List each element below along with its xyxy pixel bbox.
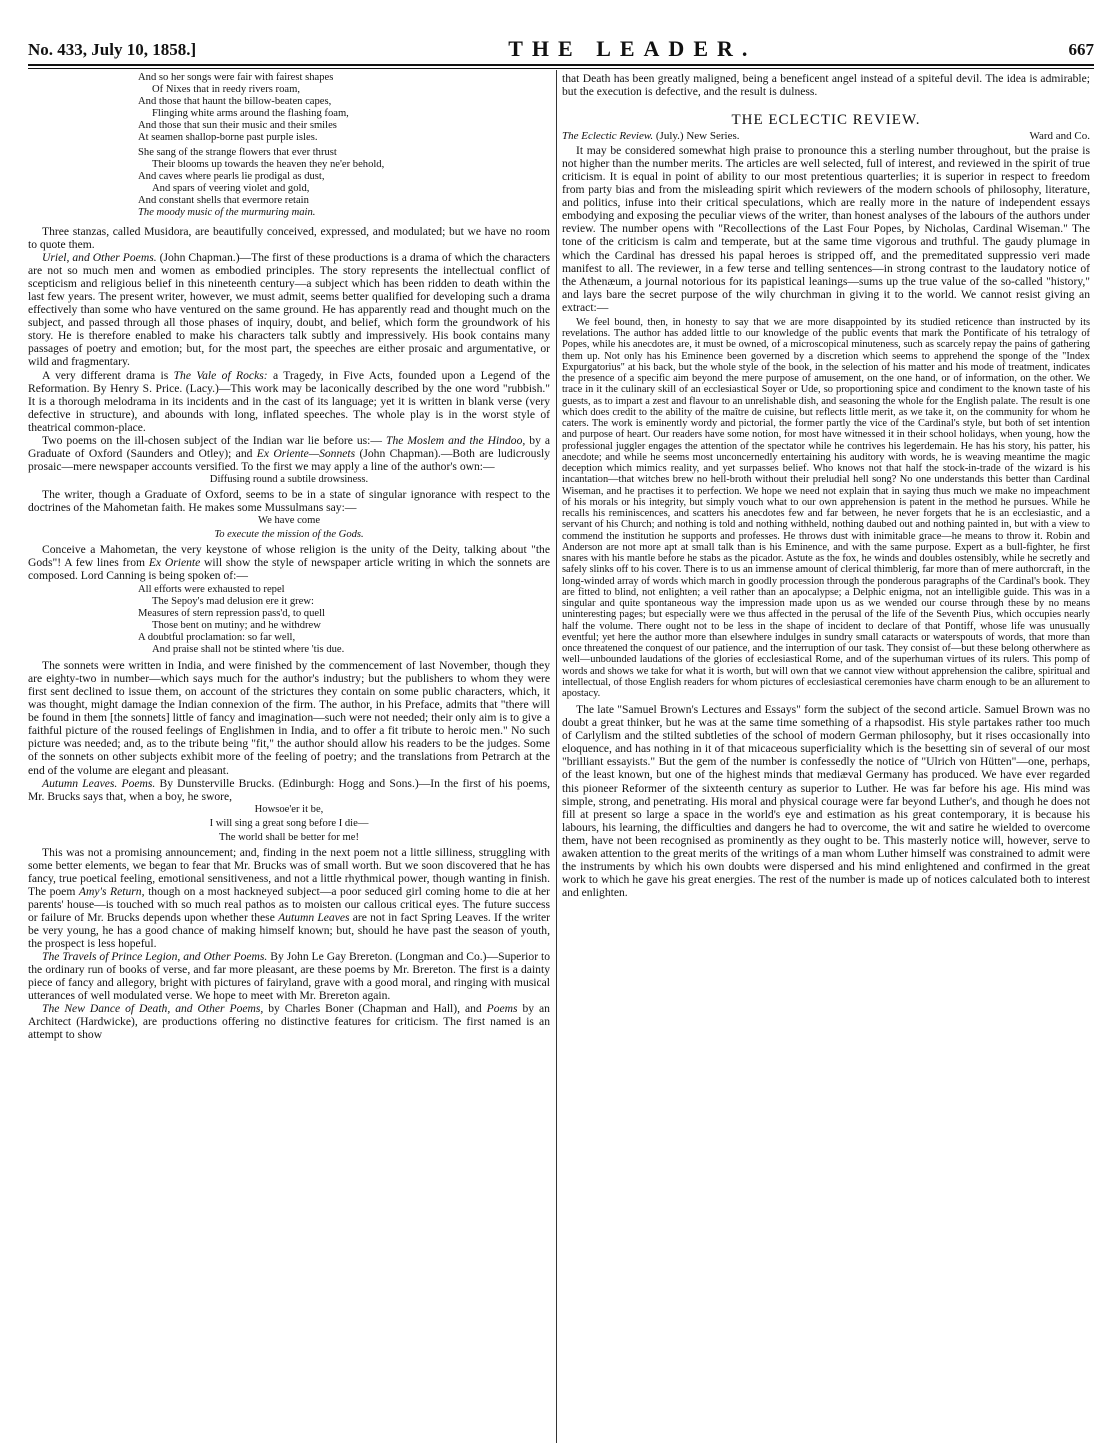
paragraph: It may be considered somewhat high praise to pronounce this a sterling number throughout, but the praise is not higher than the number merits. The articles are well selected, full of interest, and reviewed in the spirit of true criticism. It is equal in point of ability to our most pretentious quarterlies; it is superior in respect to freedom from party bias and from the misleading spirit which reviewers of the modern schools of philosophy, literature, and politics, infuse into their critical speculations, which are really more in the nature of independent essays embodying and exposing the peculiar views of the writer, than honest analyses of the labours of the authors under review. The number opens with "Recollections of the Last Four Popes, by Nicholas, Cardinal Wiseman." The tone of the criticism is calm and temperate, but at the same time vigorous and truthful. The gaudy plumage in which the Cardinal has dressed his papal heroes is stripped off, and the premeditated suppressio veri made manifest to all. The reviewer, in a few terse and telling sentences—in strong contrast to the laudatory notice of the Athenæum, a journal notorious for its papistical leanings—sums up the true value of the so-called "history," and lays bare the secret purpose of the wily churchman in giving it to the world. We cannot resist giving an extract:—	[562, 144, 1090, 314]
paragraph-text: are not in fact Spring Leaves. If the writer be very young, he has a good chance of making himself known; but, should he have past the season of youth, the prospect is less hopeful.	[28, 910, 550, 950]
verse-line: Their blooms up towards the heaven they ne'er behold,	[152, 159, 385, 170]
paragraph-text: By Dunsterville Brucks. (Edinburgh: Hogg and Sons.)—In the first of his poems, Mr. Brucks says that, when a boy, he swore,	[28, 776, 550, 803]
paragraph-text: a Tragedy, in Five Acts, founded upon a Legend of the Reformation. By Henry S. Price. (Lacy.)—This work may be laconically described by the one word "rubbish." It is a thorough melodrama in its incidents and in the cast of its language; yet it is written in blank verse (very defective in structure), and abounds with long, inflated speeches. The whole play is in the worst style of theatrical common-place.	[28, 368, 550, 434]
paragraph-text: though on a most hackneyed subject—a poor seduced girl coming home to die at her parents' house—is touched with so much real pathos as to moisten our callous critical eyes. The future success or failure of Mr. Brucks depends upon whether these	[28, 884, 550, 924]
verse-line: And those that haunt the billow-beaten capes,	[138, 96, 332, 107]
verse-line: And so her songs were fair with fairest shapes	[138, 72, 334, 83]
verse-stanza-1	[28, 72, 550, 144]
paragraph: The sonnets were written in India, and were finished by the commencement of last November, though they are eighty-two in number—which says much for the author's industry; but the publishers to whom they were first sent declined to issue them, on account of the strictures they contain on some public characters, which, it was thought, might damage the Indian connexion of the firm. The author, in his Preface, admits that "there will be found in them [the sonnets] little of fancy and imagination—such were not needed; their only aim is to give a faithful picture of the roused feelings of Englishmen in India, and to offer a fit tribute to heroic men." No such picture was needed; and, as to the tribute being "fit," the author should allow his readers to be the judges. Some of the sonnets on other subjects exhibit more of the feeling of poetry; and the translations from Petrarch at the end of the volume are elegant and pleasant.	[28, 659, 550, 777]
page-number: 667	[1068, 40, 1094, 59]
book-title: Uriel, and Other Poems.	[42, 251, 157, 265]
quoted-line: Diffusing round a subtile drowsiness.	[209, 473, 369, 485]
book-title: The New Dance of Death, and Other Poems,	[42, 1002, 264, 1016]
verse-stanza-3	[28, 584, 550, 656]
paragraph-text: by a Graduate of Oxford (Saunders and Otley); and	[28, 433, 550, 460]
paragraph: Three stanzas, called Musidora, are beautifully conceived, expressed, and modulated; but we have no room to quote them.	[28, 225, 550, 252]
paragraph: that Death has been greatly maligned, being a beneficent angel instead of a spiteful devil. The idea is admirable; but the execution is defective, and the result is dulness.	[562, 72, 1090, 99]
verse-line: And caves where pearls lie prodigal as dust,	[138, 171, 325, 182]
verse-line: And constant shells that evermore retain	[138, 195, 309, 206]
paragraph-text: will show the style of newspaper article writing in which the sonnets are composed. Lord Canning is being spoken of:—	[28, 556, 550, 583]
book-title: Autumn Leaves	[278, 910, 350, 924]
verse-line: A doubtful proclamation: so far well,	[138, 632, 296, 644]
extract-paragraph: We feel bound, then, in honesty to say that we are more disappointed by its studied reticence than instructed by its revelations. The author has added little to our knowledge of the public events that mark the Pontificate of his tetralogy of Popes, while his anecdotes are, it must be owned, of a microscopical minuteness, such as scarcely repay the pains of gathering them up. Not only has his Eminence been governed by a discretion which seems to apprehend the sponge of the "Index Expurgatorius" at his back, but the whole style of the book, in the selection of his matter and his mode of treatment, indicates the presence of a specific aim beyond the mere purpose of amusement, on the one hand, or of information, on the other. We trace in it the culinary skill of an ecclesiastical Soyer or Ude, so proportioning spice and condiment to the known taste of his guests, as to impart a zest and flavour to an unrelishable dish, and seasoning the whole for the English palate. The result is one which does credit to the ability of the maître de cuisine, but reflects little merit, as we take it, on the community for whom he caters. The work is eminently wordy and pictorial, the former partly the vice of the Cardinal's style, but both of set intention and purpose of heart. Our readers have some notion, for most have witnessed it in their school holidays, when young, how the professional juggler engages the attention of the spectator while he contrives his legerdemain. He has his story, his patter, his anecdote; and while he seems most unconcernedly entertaining his auditory with words, he is weaving meantime the magic deception which mimics reality, and yet surpasses belief. Who knows not that half the stock-in-trade of the wizard is his incantation—that witches brew no hell-broth without their preludial hell song? No one understands this better than Cardinal Wiseman, and he practises it to perfection. We hope we need not explain that in saying thus much we make no impeachment of his morals or his integrity, but simply vouch what to our own apprehension is patent in the method he pursues. While he recalls his reminiscences, and scatters his anecdotes few and far between, he never forgets that he is an ecclesiastic, and a servant of his Church; and nothing is told and nothing withheld, nothing daubed out and nothing painted in, but with a view to commend the institution he supports and professes. He throws dust with inimitable grace—he means to throw it. Robin and Anderson are not more apt at small talk than is his Eminence, and with the same purpose. Expert as a bull-fighter, he first snares with his mantle before he stabs as the picador. Astute as the fox, he winds and doubles ostensibly, while he secretly and safely slinks off to his cover. There is to us an immense amount of clerical thimblerig, far more than of mere authorcraft, in the long-winded array of words which march in goodly procession through the ponderous paragraphs of the Cardinal's book. They are fitted to blind, not enlighten; a veil rather than an apocalypse; a Delphic enigma, not an intelligible guide. This was in a singular and quite spontaneous way the impression made upon us as we wended our course through these by no means uninteresting pages; but especially were we thus affected in the perusal of the life of the Seventh Pius, which occupies nearly half the volume. There ought not to be less in the shape of incident to declare of that Pontiff, whose life was unusually eventful; yet here the author more than elsewhere indulges in sundry small cataracts or waterspouts of words, that more than once threatened the conquest of our patience, and the interruption of our task. They consist of—but these belong otherwhere as well—unbounded laudations of the glories of ecclesiastical Rome, and of the superhuman virtues of its rulers. This pomp of words and shows we take for what it is worth, but will own that we cannot view without apprehension the calibre, spiritual and intellectual, of those English readers for whom pictures of ecclesiastical ceremonies have charm enough to be an allurement to apostacy.	[562, 316, 1090, 699]
paragraph	[28, 543, 550, 582]
review-publisher: Ward and Co.	[1029, 130, 1090, 143]
left-column	[28, 72, 550, 1041]
verse-line: Of Nixes that in reedy rivers roam,	[152, 84, 300, 95]
verse-line: The moody music of the murmuring main.	[138, 207, 316, 218]
quoted-line: I will sing a great song before I die—	[209, 817, 369, 829]
verse-line: The Sepoy's mad delusion ere it grew:	[152, 596, 314, 608]
verse-line: At seamen shallop-borne past purple isles.	[138, 132, 318, 143]
verse-line: And spars of veering violet and gold,	[152, 183, 310, 194]
verse-line: All efforts were exhausted to repel	[138, 584, 285, 596]
newspaper-title: THE LEADER.	[508, 36, 757, 61]
paragraph-text: By John Le Gay Brereton. (Longman and Co.)—Superior to the ordinary run of books of verse, and far more pleasant, are these poems by Mr. Brereton. The first is a dainty piece of fancy and allegory, bright with pictures of fairyland, grave with a good moral, and ringing with musical utterances of well modulated verse. We hope to meet with Mr. Brereton again.	[28, 950, 550, 1003]
verse-line: She sang of the strange flowers that ever thrust	[138, 147, 337, 158]
verse-line: And praise shall not be stinted where 'tis due.	[152, 644, 345, 656]
paragraph-text: A very different drama is	[42, 368, 169, 382]
verse-line: And those that sun their music and their smiles	[138, 120, 337, 131]
issue-date: No. 433, July 10, 1858.]	[28, 40, 197, 59]
paragraph-text: by an Architect (Hardwicke), are productions offering no distinctive features for criticism. The first named is an attempt to show	[28, 1002, 550, 1042]
book-title: Ex Oriente	[148, 556, 201, 570]
quoted-line: Howsoe'er it be,	[254, 803, 324, 815]
paragraph-text: Conceive a Mahometan, the very keystone of whose religion is the unity of the Deity, talking about "the Gods"! A few lines from	[28, 542, 550, 570]
verse-line: Those bent on mutiny; and he withdrew	[152, 620, 321, 632]
paragraph-text: by Charles Boner (Chapman and Hall), and	[268, 1002, 482, 1016]
paragraph	[28, 1002, 550, 1041]
verse-line: Flinging white arms around the flashing foam,	[152, 108, 349, 119]
paragraph	[28, 251, 550, 368]
masthead-rule	[28, 68, 1094, 69]
paragraph-text: Two poems on the ill-chosen subject of the Indian war lie before us:—	[42, 433, 382, 447]
masthead	[28, 30, 1094, 66]
column-divider	[556, 70, 557, 1443]
paragraph: The late "Samuel Brown's Lectures and Essays" form the subject of the second article. Samuel Brown was no doubt a great thinker, but he was at the same time something of a rhapsodist. His style partakes rather too much of Carlylism and the stilted subtleties of the school of modern German philosophy, but it rises occasionally into eloquence, and has nothing in it of that micaceous superficiality which is the besetting sin of several of our most "brilliant essayists." But the gem of the number is confessedly the notice of "Ulrich von Hütten"—one, perhaps, of the least known, but one of the highest minds that mediæval Germany has produced. We have ever regarded this pioneer Reformer of the sixteenth century as superior to Luther. He was far before his age. His mind was simple, strong, and penetrating. His moral and physical courage were far beyond Luther's, and though he does not fill at present so large a space in the world's eye and estimation as his great contemporary, it is because his labours, his learning, the difficulties and dangers he had to overcome, the wit and satire he wielded to overcome them, have not been recognised as prominently as they ought to be. This masterly notice will, however, serve to awaken attention to the great merits of the writings of a man whom Luther himself was constrained to admit were the instruments by which his own doubts were dispersed and his mind enlightened and confirmed in the great work to which he gave his great energies. The rest of the number is made up of notices calculated both to interest and enlighten.	[562, 703, 1090, 899]
verse-line: Measures of stern repression pass'd, to quell	[138, 608, 325, 620]
book-title: The Moslem and the Hindoo,	[386, 433, 526, 447]
quoted-line: We have come	[257, 514, 321, 526]
section-title: THE ECLECTIC REVIEW.	[731, 112, 921, 129]
paragraph	[28, 434, 550, 473]
paragraph-text: This was not a promising announcement; and, finding in the next poem not a little silliness, struggling with some better elements, we began to fear that Mr. Brucks was of small worth. But we soon discovered that he has fancy, true poetical feeling, emotional sensitiveness, and not a little rhythmical power, though wanting in finish. The poem	[28, 845, 550, 898]
paragraph	[28, 777, 550, 803]
book-title: Poems	[486, 1002, 518, 1016]
paragraph	[28, 369, 550, 434]
paragraph: The writer, though a Graduate of Oxford, seems to be in a state of singular ignorance with respect to the doctrines of the Mahometan faith. He makes some Mussulmans say:—	[28, 487, 550, 514]
book-title: Amy's Return,	[78, 884, 145, 898]
quoted-line: To execute the mission of the Gods.	[214, 528, 364, 540]
right-column	[562, 72, 1090, 899]
review-byline	[562, 130, 1090, 143]
paragraph-text: (John Chapman.)—The first of these productions is a drama of which the characters are not so much men and women as embodied principles. The story represents the intellectual conflict of scepticism and religious belief in this nineteenth century—a subject which has been ridden to death within the last few years. The present writer, however, we must admit, seems better qualified for developing such a drama effectively than some who have ventured on the same ground. He has apparently read and thought much on the subject, and passed through all those phases of inquiry, doubt, and belief, which form the groundwork of his story. He is therefore enabled to make his characters talk subtly and impressively. His book contains many passages of poetry and emotion; but, for the most part, the speeches are either prosaic and argumentative, or wild and fragmentary.	[28, 251, 550, 369]
book-title: The Vale of Rocks:	[173, 368, 268, 382]
paragraph-text: (John Chapman).—Both are ludicrously prosaic—mere newspaper accounts versified. To the first we may apply a line of the author's own:—	[28, 446, 550, 473]
book-title: Autumn Leaves. Poems.	[42, 776, 156, 790]
paragraph	[28, 846, 550, 950]
review-meta: (July.) New Series.	[655, 130, 740, 143]
review-title: The Eclectic Review.	[562, 130, 654, 143]
quoted-line: The world shall be better for me!	[218, 831, 360, 843]
verse-stanza-2	[28, 147, 550, 219]
book-title: Ex Oriente—Sonnets	[256, 446, 356, 460]
book-title: The Travels of Prince Legion, and Other Poems.	[42, 950, 268, 964]
paragraph	[28, 950, 550, 1002]
